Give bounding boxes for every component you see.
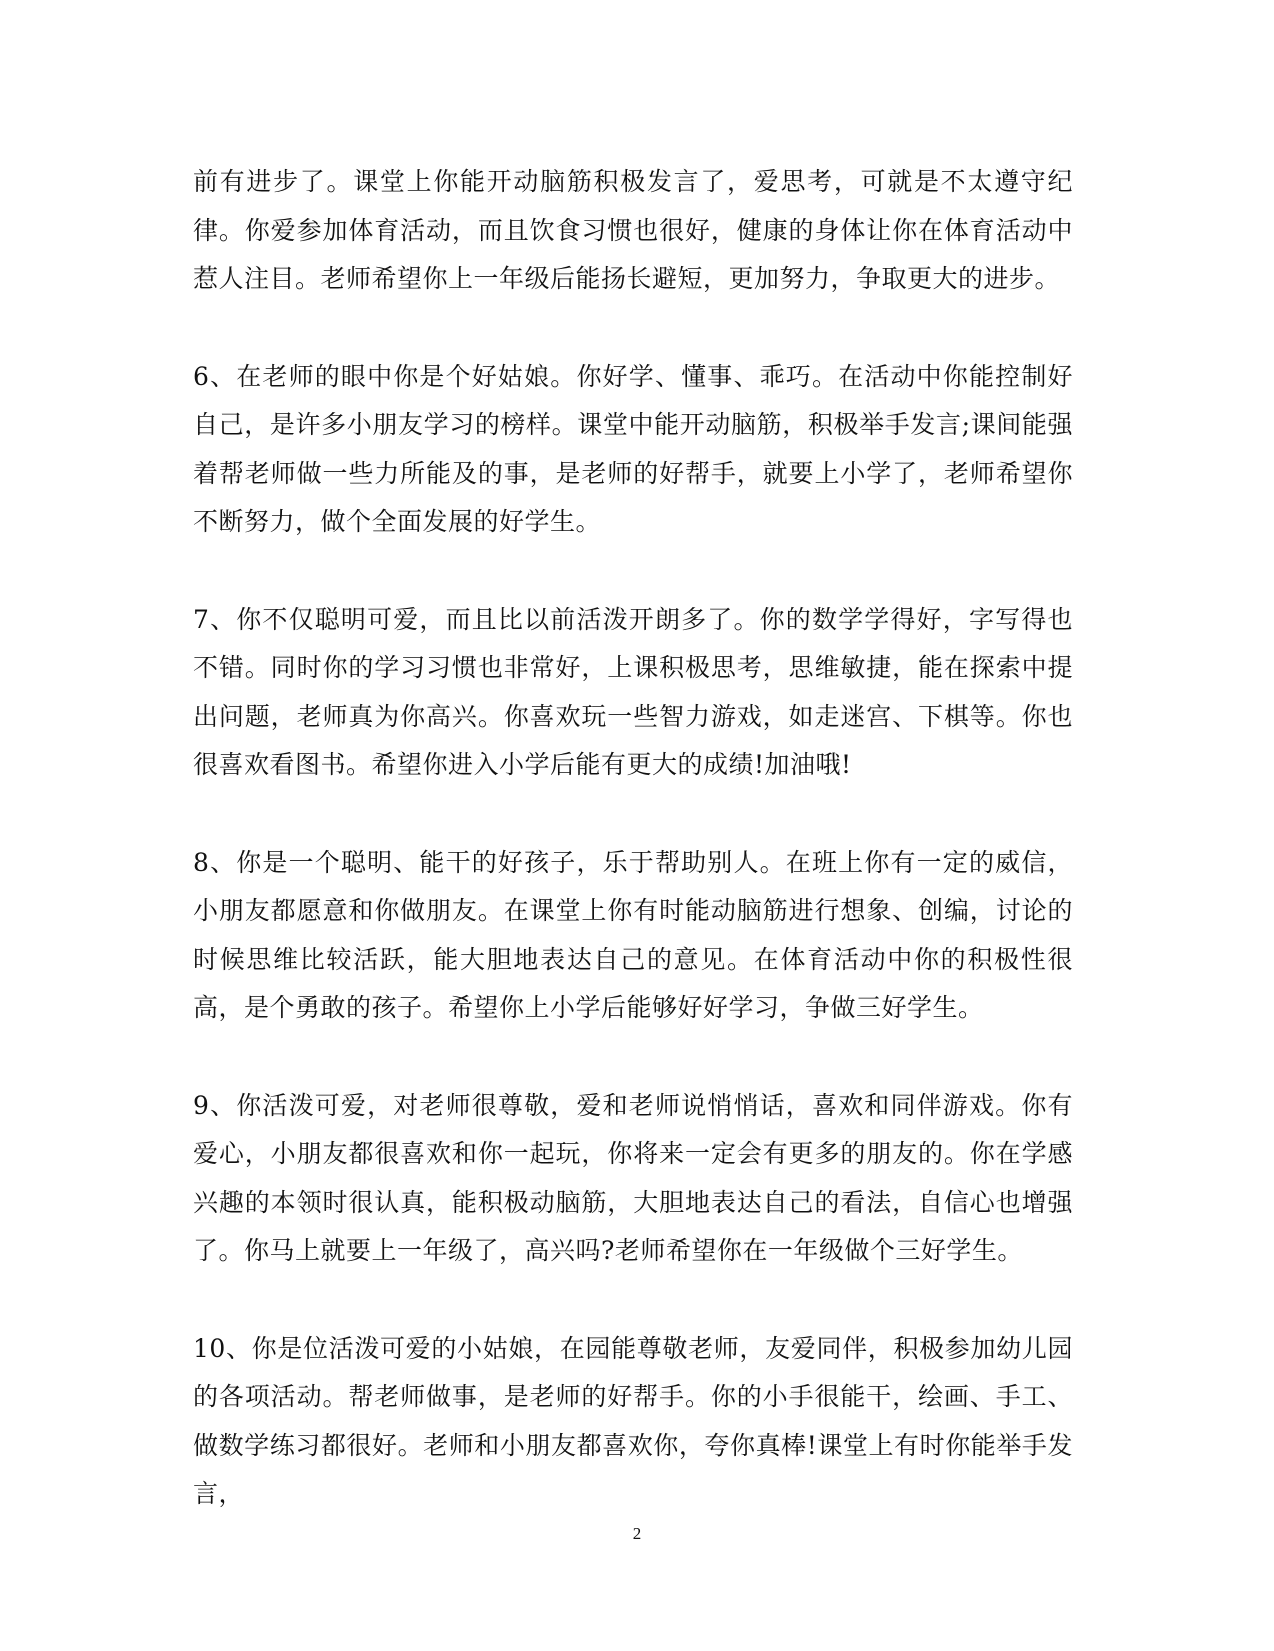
paragraph-item-7: 7、你不仅聪明可爱，而且比以前活泼开朗多了。你的数学学得好，字写得也不错。同时你的学习习惯也非常好，上课积极思考，思维敏捷，能在探索中提出问题，老师真为你高兴。你喜欢玩一些智力游戏，如走迷宫、下棋等。你也很喜欢看图书。希望你进入小学后能有更大的成绩!加油哦! [193,604,1073,779]
paragraph-item-10: 10、你是位活泼可爱的小姑娘，在园能尊敬老师，友爱同伴，积极参加幼儿园的各项活动。帮老师做事，是老师的好帮手。你的小手很能干，绘画、手工、做数学练习都很好。老师和小朋友都喜欢你，夸你真棒!课堂上有时你能举手发言， [193,1333,1073,1508]
paragraph-item-9: 9、你活泼可爱，对老师很尊敬，爱和老师说悄悄话，喜欢和同伴游戏。你有爱心，小朋友都很喜欢和你一起玩，你将来一定会有更多的朋友的。你在学感兴趣的本领时很认真，能积极动脑筋，大胆地表达自己的看法，自信心也增强了。你马上就要上一年级了，高兴吗?老师希望你在一年级做个三好学生。 [193,1090,1073,1265]
paragraph-item-8: 8、你是一个聪明、能干的好孩子，乐于帮助别人。在班上你有一定的威信，小朋友都愿意和你做朋友。在课堂上你有时能动脑筋进行想象、创编，讨论的时候思维比较活跃，能大胆地表达自己的意见。在体育活动中你的积极性很高，是个勇敢的孩子。希望你上小学后能够好好学习，争做三好学生。 [193,847,1073,1022]
paragraph-continuation: 前有进步了。课堂上你能开动脑筋积极发言了，爱思考，可就是不太遵守纪律。你爱参加体育活动，而且饮食习惯也很好，健康的身体让你在体育活动中惹人注目。老师希望你上一年级后能扬长避短，更加努力，争取更大的进步。 [193,167,1073,293]
document-body [193,158,1073,1568]
paragraph-item-6: 6、在老师的眼中你是个好姑娘。你好学、懂事、乖巧。在活动中你能控制好自己，是许多小朋友学习的榜样。课堂中能开动脑筋，积极举手发言;课间能强着帮老师做一些力所能及的事，是老师的好帮手，就要上小学了，老师希望你不断努力，做个全面发展的好学生。 [193,361,1073,536]
page-number: 2 [632,1524,642,1543]
